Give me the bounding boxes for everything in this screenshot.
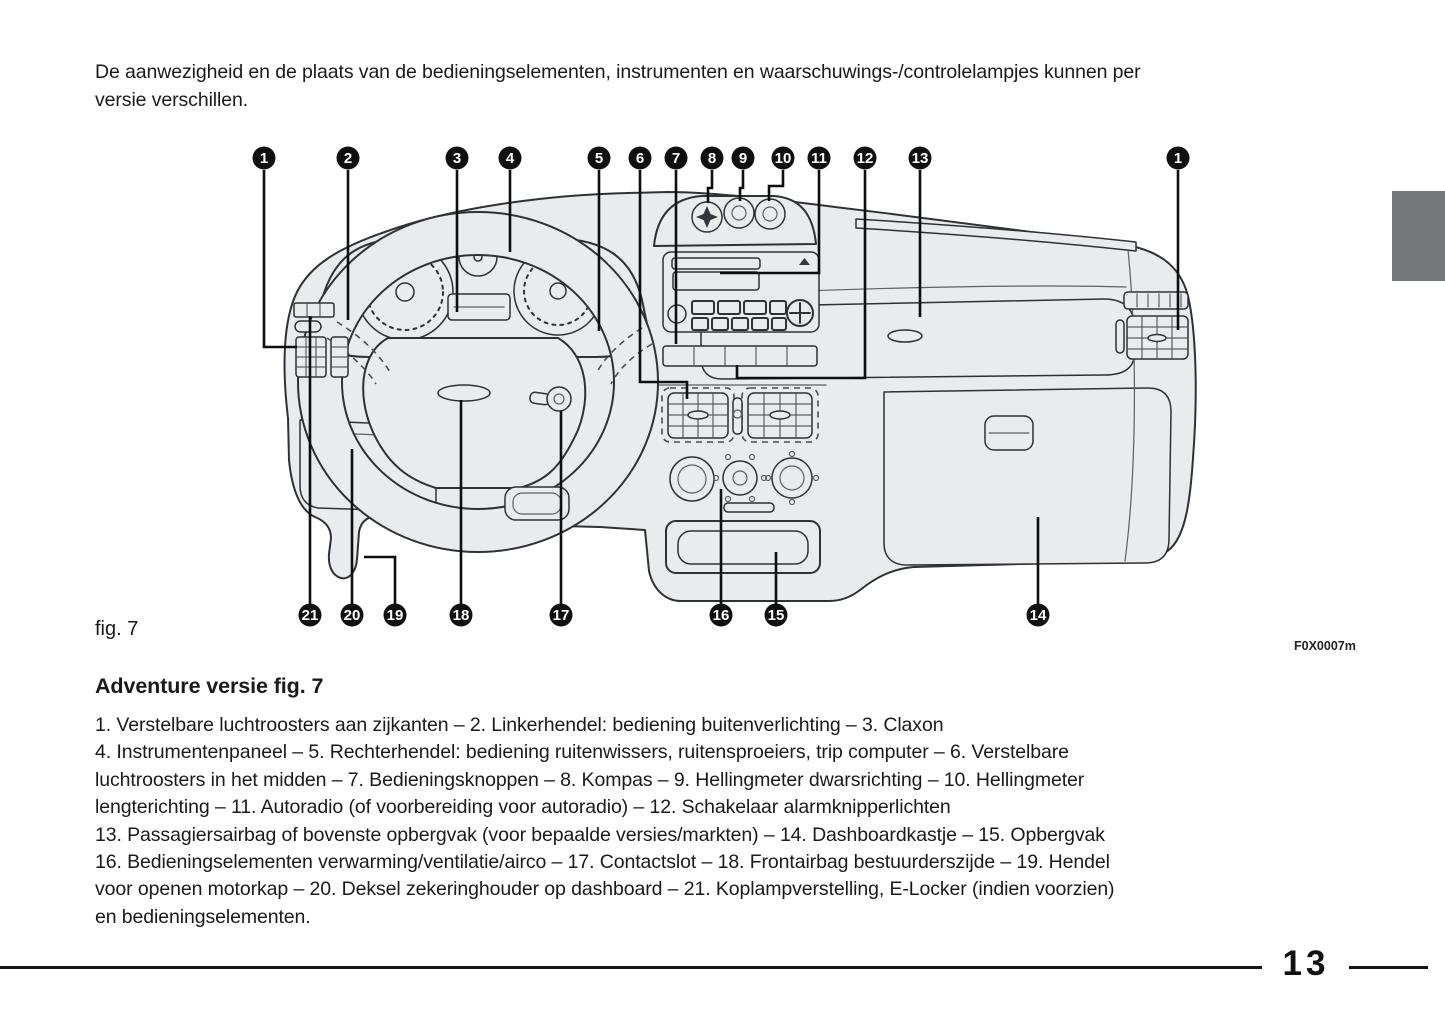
inclinometer-long: [755, 199, 785, 229]
hvac-knob-fan: [670, 457, 714, 501]
legend-line: en bedieningselementen.: [95, 905, 311, 928]
callout-number: 19: [386, 607, 404, 625]
callout-number: 8: [707, 150, 717, 168]
legend-line: voor openen motorkap – 20. Deksel zekeringhouder op dashboard – 21. Koplampverstelling, E-Locker (indien voorzien): [95, 878, 1115, 901]
hvac-knob-dist: [772, 458, 812, 498]
radio-cd-slot: [673, 272, 759, 290]
horn-pad: [438, 385, 490, 401]
legend-line: 16. Bedieningselementen verwarming/ventilatie/airco – 17. Contactslot – 18. Frontairbag bestuurderszijde – 19. Hendel: [95, 851, 1110, 874]
callout-number: 13: [911, 150, 929, 168]
callout-number: 18: [452, 607, 470, 625]
callout-number: 3: [452, 150, 462, 168]
callout-number: 5: [594, 150, 604, 168]
callout-number: 11: [811, 150, 827, 168]
dashboard-art: [285, 192, 1196, 601]
figure-label: fig. 7: [95, 618, 139, 640]
callout-9: [732, 147, 755, 202]
legend-line: lengterichting – 11. Autoradio (of voorbereiding voor autoradio) – 12. Schakelaar alarmknipperlichten: [95, 796, 951, 819]
legend-line: luchtroosters in het midden – 7. Bedieningsknoppen – 8. Kompas – 9. Hellingmeter dwarsrichting – 10. Hellingmeter: [95, 768, 1085, 791]
callout-number: 2: [343, 150, 353, 168]
ignition-lock: [547, 387, 571, 411]
column-cover: [505, 487, 569, 520]
callout-10: [769, 147, 795, 202]
intro-line: De aanwezigheid en de plaats van de bedieningselementen, instrumenten en waarschuwings-/controlelampjes kunnen per: [95, 61, 1141, 83]
right-vent-slider: [1116, 320, 1124, 353]
callout-number: 21: [301, 607, 319, 625]
callout-number: 6: [635, 150, 645, 168]
intro-line: versie verschillen.: [95, 89, 249, 111]
callout-number: 15: [767, 607, 785, 625]
right-vent-handle: [1148, 335, 1166, 342]
inclinometer-cross: [724, 198, 754, 228]
callout-number: 9: [738, 150, 748, 168]
callout-number: 12: [856, 150, 874, 168]
switch-row: [663, 346, 817, 366]
headlight-adjust-buttons: [294, 303, 334, 317]
section-heading: Adventure versie fig. 7: [95, 674, 324, 698]
footer-rule-right: [1349, 966, 1428, 969]
compartment-slot: [888, 330, 922, 342]
callout-number: 20: [343, 607, 361, 625]
radio-top-slot: [672, 258, 760, 269]
callout-number: 14: [1029, 607, 1047, 625]
hvac-slider: [724, 503, 774, 512]
page-number: 13: [1282, 944, 1330, 983]
callout-number: 1: [1173, 150, 1183, 168]
callout-number: 16: [712, 607, 730, 625]
callout-number: 10: [774, 150, 792, 168]
elocker-button: [295, 321, 321, 332]
callout-19: [364, 557, 407, 627]
driver-airbag-hub: [363, 338, 585, 488]
storage-bin-inner: [678, 531, 808, 564]
hvac-knob-temp: [723, 461, 757, 495]
callout-number: 17: [552, 607, 570, 625]
footer-rule-left: [0, 966, 1262, 969]
legend-line: 13. Passagiersairbag of bovenste opbergvak (voor bepaalde versies/markten) – 14. Dashboardkastje – 15. Opbergvak: [95, 823, 1105, 846]
legend-line: 1. Verstelbare luchtroosters aan zijkanten – 2. Linkerhendel: bediening buitenverlichting – 3. Claxon: [95, 714, 944, 736]
legend-line: 4. Instrumentenpaneel – 5. Rechterhendel: bediening ruitenwissers, ruitensproeiers, trip computer – 6. Verstelbare: [95, 741, 1069, 764]
callout-number: 7: [671, 150, 681, 168]
legend: [95, 712, 1415, 931]
callout-number: 1: [259, 150, 269, 168]
figure-code: F0X0007m: [1294, 639, 1356, 653]
callout-number: 4: [505, 150, 515, 168]
